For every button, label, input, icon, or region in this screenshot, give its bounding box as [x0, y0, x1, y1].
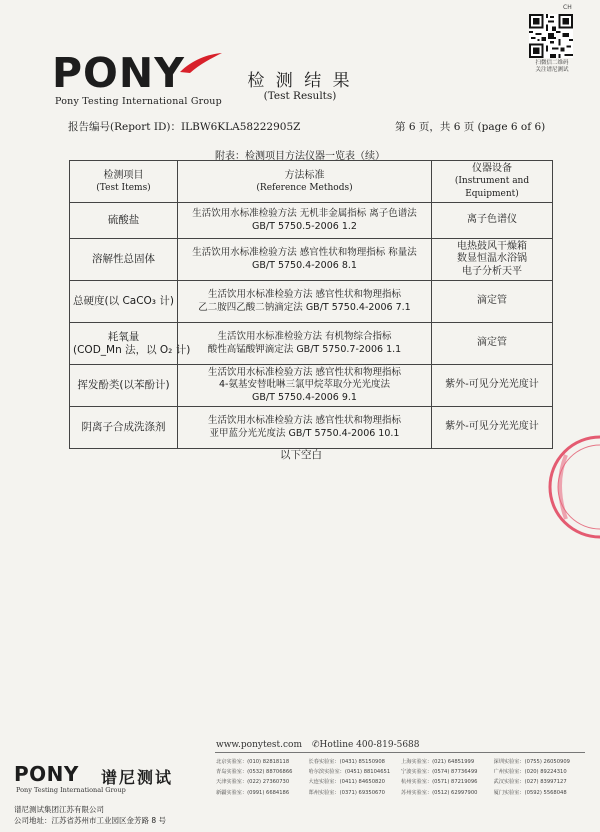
- branch-item: 长春实验室：(0431) 85150908: [308, 758, 385, 765]
- method-text: 乙二胺四乙酸二钠滴定法 GB/T 5750.4-2006 7.1: [198, 301, 411, 313]
- branch-row: [216, 777, 586, 787]
- branch-item: 上海实验室：(021) 64851999: [401, 758, 475, 765]
- method-text: 4-氨基安替吡啉三氯甲烷萃取分光光度法: [219, 379, 390, 391]
- equipment-text: 电热鼓风干燥箱: [457, 240, 527, 252]
- test-item-text: 挥发酚类(以苯酚计): [77, 379, 170, 391]
- method-text: GB/T 5750.4-2006 9.1: [252, 391, 357, 403]
- test-item-text: 阴离子合成洗涤剂: [81, 421, 166, 433]
- branch-item: 新疆实验室：(0991) 6684186: [216, 789, 290, 796]
- test-item-cell: [70, 239, 178, 281]
- official-seal-icon: [526, 435, 600, 539]
- branch-item: 大连实验室：(0411) 84650820: [308, 779, 385, 786]
- qr-caption-line2: 关注谱尼测试: [535, 67, 569, 73]
- method-cell: [178, 281, 432, 323]
- method-cell: [178, 239, 432, 281]
- method-text: 生活饮用水标准检验方法 感官性状和物理指标: [207, 289, 402, 300]
- branch-item: 青岛实验室：(0532) 88706866: [216, 769, 293, 776]
- phone-icon: ✆: [312, 740, 320, 750]
- pony-logo: [52, 49, 218, 97]
- equipment-cell: [432, 323, 553, 365]
- test-item-text: 溶解性总固体: [92, 253, 155, 265]
- document-title-en: (Test Results): [263, 90, 337, 102]
- method-text: 酸性高锰酸钾滴定法 GB/T 5750.7-2006 1.1: [207, 343, 402, 355]
- footer-company-name: 谱尼测试集团江苏有限公司: [14, 805, 104, 814]
- branch-item: 武汉实验室：(027) 83997127: [493, 779, 567, 786]
- header-equipment: [432, 161, 553, 203]
- footer-address: 公司地址：江苏省苏州市工业园区金芳路 8 号: [14, 816, 167, 825]
- branch-item: 郑州实验室：(0371) 69350670: [308, 789, 385, 796]
- branch-item: 苏州实验室：(0512) 62997900: [401, 789, 478, 796]
- branch-row: [216, 766, 586, 776]
- document-title: 检 测 结 果: [247, 71, 353, 91]
- footer-divider: [215, 752, 585, 753]
- method-text: 亚甲蓝分光光度法 GB/T 5750.4-2006 10.1: [209, 427, 400, 439]
- table-caption: 附表：检测项目方法仪器一览表（续）: [215, 151, 385, 162]
- methods-table: [69, 160, 553, 449]
- table-row: [70, 365, 553, 407]
- method-cell: [178, 365, 432, 407]
- test-item-text: 总硬度(以 CaCO₃ 计): [73, 295, 174, 307]
- test-item-text: (COD_Mn 法，以 O₂ 计): [73, 343, 191, 356]
- equipment-cell: [432, 239, 553, 281]
- test-item-cell: [70, 281, 178, 323]
- header-item-en: (Test Items): [96, 182, 151, 193]
- logo-subtitle: Pony Testing International Group: [55, 96, 222, 107]
- table-header-row: [70, 161, 553, 203]
- branch-item: 杭州实验室：(0571) 87219096: [401, 779, 478, 786]
- test-item-cell: [70, 365, 178, 407]
- equipment-cell: [432, 281, 553, 323]
- page-number: 第 6 页，共 6 页 (page 6 of 6): [395, 121, 546, 133]
- header-equip-cn: 仪器设备: [472, 163, 512, 174]
- test-item-cell: [70, 407, 178, 449]
- branch-item: 天津实验室：(022) 27360730: [216, 779, 290, 786]
- equipment-text: 滴定管: [477, 337, 507, 349]
- header-method-cn: 方法标准: [284, 169, 325, 181]
- test-item-text: 硫酸盐: [107, 214, 140, 226]
- equipment-text: 离子色谱仪: [467, 214, 517, 226]
- header-item-cn: 检测项目: [103, 169, 144, 181]
- table-row: [70, 407, 553, 449]
- equipment-cell: [432, 365, 553, 407]
- branch-item: 哈尔滨实验室：(0451) 88104651: [308, 769, 391, 776]
- equipment-text: 数显恒温水浴锅: [457, 253, 527, 265]
- test-item-text: 耗氧量: [107, 330, 140, 343]
- equipment-text: 紫外-可见分光光度计: [445, 379, 539, 391]
- blank-below-note: 以下空白: [280, 449, 322, 461]
- branch-row: [216, 756, 586, 766]
- equipment-text: 滴定管: [477, 295, 507, 307]
- table-row: [70, 239, 553, 281]
- branch-item: 宁波实验室：(0574) 87736499: [401, 769, 478, 776]
- method-text: 生活饮用水标准检验方法 感官性状和物理指标 称量法: [192, 247, 417, 258]
- method-cell: [178, 407, 432, 449]
- qr-caption: [514, 60, 590, 74]
- header-equip-en: (Instrument and Equipment): [454, 176, 530, 199]
- hotline: [312, 740, 420, 750]
- branch-item: 厦门实验室：(0592) 5568048: [493, 789, 567, 796]
- branch-row: [216, 787, 586, 797]
- equipment-text: 电子分析天平: [462, 265, 522, 277]
- footer-logo-subtitle: Pony Testing International Group: [16, 786, 126, 794]
- test-item-cell: [70, 203, 178, 239]
- branch-lab-list: [216, 756, 586, 798]
- branch-item: 广州实验室：(020) 89224310: [493, 769, 567, 776]
- method-text: 生活饮用水标准检验方法 无机非金属指标 离子色谱法: [192, 208, 417, 219]
- method-text: GB/T 5750.4-2006 8.1: [252, 259, 357, 271]
- table-row: [70, 281, 553, 323]
- header-reference-methods: [178, 161, 432, 203]
- logo-swoosh-icon: [178, 52, 224, 74]
- equipment-cell: [432, 203, 553, 239]
- header-method-en: (Reference Methods): [256, 182, 353, 193]
- method-cell: [178, 203, 432, 239]
- hotline-text: Hotline 400-819-5688: [319, 740, 420, 750]
- method-text: 生活饮用水标准检验方法 有机物综合指标: [217, 331, 392, 342]
- equipment-text: 紫外-可见分光光度计: [445, 421, 539, 433]
- method-text: GB/T 5750.5-2006 1.2: [252, 220, 357, 232]
- method-text: 生活饮用水标准检验方法 感官性状和物理指标: [207, 366, 402, 378]
- method-cell: [178, 323, 432, 365]
- branch-item: 深圳实验室：(0755) 26050909: [493, 758, 570, 765]
- table-row: [70, 203, 553, 239]
- website-link[interactable]: www.ponytest.com: [216, 740, 302, 750]
- corner-code: CH: [563, 4, 572, 11]
- footer-logo-wordmark: PONY: [14, 762, 79, 786]
- branch-item: 北京实验室：(010) 82818118: [216, 758, 290, 765]
- report-id: 报告编号(Report ID)：ILBW6KLA58222905Z: [68, 121, 301, 133]
- qr-caption-line1: 扫微信二维码: [535, 60, 569, 66]
- test-item-cell: [70, 323, 191, 365]
- logo-wordmark: PONY: [52, 49, 185, 97]
- header-test-items: [70, 161, 178, 203]
- method-text: 生活饮用水标准检验方法 感官性状和物理指标: [207, 415, 402, 426]
- qr-code-icon: [529, 14, 573, 58]
- table-row: [70, 323, 553, 365]
- footer-logo-cn: 谱尼测试: [101, 768, 174, 787]
